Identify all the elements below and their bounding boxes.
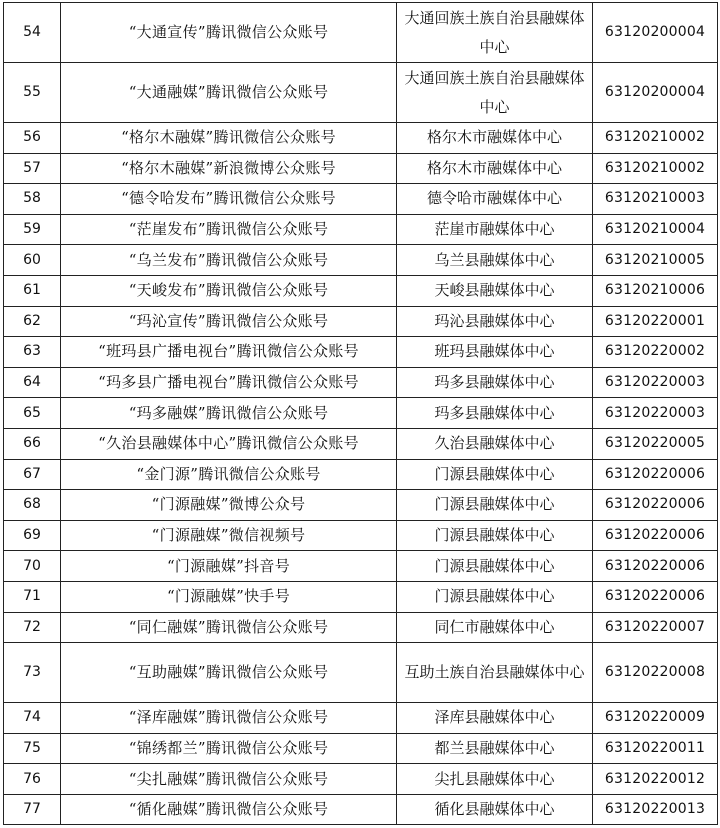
table-row [4, 520, 718, 551]
operating-unit-cell: 门源县融媒体中心 [397, 520, 593, 551]
operating-unit-cell: 德令哈市融媒体中心 [397, 184, 593, 215]
operating-unit-cell: 同仁市融媒体中心 [397, 612, 593, 643]
unit-code-cell: 63120220008 [593, 643, 718, 703]
row-number-cell: 75 [4, 733, 61, 764]
account-name-cell: “尖扎融媒”腾讯微信公众账号 [61, 764, 397, 795]
table-row [4, 306, 718, 337]
row-number-cell: 66 [4, 428, 61, 459]
operating-unit-cell: 茫崖市融媒体中心 [397, 214, 593, 245]
account-name-cell: “门源融媒”快手号 [61, 581, 397, 612]
unit-code-cell: 63120220009 [593, 703, 718, 734]
operating-unit-cell: 玛多县融媒体中心 [397, 367, 593, 398]
row-number-cell: 64 [4, 367, 61, 398]
table-row [4, 764, 718, 795]
unit-code-cell: 63120220006 [593, 581, 718, 612]
row-number-cell: 65 [4, 398, 61, 429]
unit-code-cell: 63120220003 [593, 367, 718, 398]
unit-code-cell: 63120210006 [593, 275, 718, 306]
account-name-cell: “大通融媒”腾讯微信公众账号 [61, 63, 397, 123]
table-row [4, 612, 718, 643]
table-row [4, 794, 718, 825]
unit-code-cell: 63120220007 [593, 612, 718, 643]
table-row [4, 490, 718, 521]
operating-unit-cell: 格尔木市融媒体中心 [397, 123, 593, 154]
operating-unit-cell: 门源县融媒体中心 [397, 459, 593, 490]
account-name-cell: “金门源”腾讯微信公众账号 [61, 459, 397, 490]
unit-code-cell: 63120220001 [593, 306, 718, 337]
account-name-cell: “同仁融媒”腾讯微信公众账号 [61, 612, 397, 643]
row-number-cell: 69 [4, 520, 61, 551]
table-row [4, 459, 718, 490]
row-number-cell: 56 [4, 123, 61, 154]
registry-table-body [4, 3, 718, 825]
row-number-cell: 76 [4, 764, 61, 795]
unit-code-cell: 63120210002 [593, 123, 718, 154]
row-number-cell: 55 [4, 63, 61, 123]
row-number-cell: 59 [4, 214, 61, 245]
unit-code-cell: 63120220003 [593, 398, 718, 429]
unit-code-cell: 63120220006 [593, 459, 718, 490]
account-name-cell: “乌兰发布”腾讯微信公众账号 [61, 245, 397, 276]
operating-unit-cell: 门源县融媒体中心 [397, 581, 593, 612]
table-row [4, 551, 718, 582]
table-row [4, 703, 718, 734]
row-number-cell: 74 [4, 703, 61, 734]
table-row [4, 3, 718, 63]
operating-unit-cell: 泽库县融媒体中心 [397, 703, 593, 734]
account-registry-table [3, 2, 718, 825]
account-name-cell: “茫崖发布”腾讯微信公众账号 [61, 214, 397, 245]
row-number-cell: 62 [4, 306, 61, 337]
account-name-cell: “大通宣传”腾讯微信公众账号 [61, 3, 397, 63]
account-name-cell: “格尔木融媒”新浪微博公众账号 [61, 153, 397, 184]
table-row [4, 123, 718, 154]
unit-code-cell: 63120220006 [593, 551, 718, 582]
account-name-cell: “玛沁宣传”腾讯微信公众账号 [61, 306, 397, 337]
row-number-cell: 72 [4, 612, 61, 643]
operating-unit-cell: 乌兰县融媒体中心 [397, 245, 593, 276]
table-row [4, 428, 718, 459]
row-number-cell: 68 [4, 490, 61, 521]
account-name-cell: “班玛县广播电视台”腾讯微信公众账号 [61, 337, 397, 368]
account-name-cell: “互助融媒”腾讯微信公众账号 [61, 643, 397, 703]
operating-unit-cell: 门源县融媒体中心 [397, 551, 593, 582]
table-row [4, 337, 718, 368]
operating-unit-cell: 天峻县融媒体中心 [397, 275, 593, 306]
account-name-cell: “玛多融媒”腾讯微信公众账号 [61, 398, 397, 429]
table-row [4, 214, 718, 245]
account-name-cell: “久治县融媒体中心”腾讯微信公众账号 [61, 428, 397, 459]
unit-code-cell: 63120220006 [593, 490, 718, 521]
unit-code-cell: 63120220005 [593, 428, 718, 459]
unit-code-cell: 63120220011 [593, 733, 718, 764]
account-name-cell: “泽库融媒”腾讯微信公众账号 [61, 703, 397, 734]
table-row [4, 733, 718, 764]
table-row [4, 643, 718, 703]
account-name-cell: “格尔木融媒”腾讯微信公众账号 [61, 123, 397, 154]
account-name-cell: “玛多县广播电视台”腾讯微信公众账号 [61, 367, 397, 398]
unit-code-cell: 63120210002 [593, 153, 718, 184]
unit-code-cell: 63120210005 [593, 245, 718, 276]
row-number-cell: 61 [4, 275, 61, 306]
operating-unit-cell: 玛多县融媒体中心 [397, 398, 593, 429]
unit-code-cell: 63120200004 [593, 63, 718, 123]
unit-code-cell: 63120220002 [593, 337, 718, 368]
operating-unit-cell: 格尔木市融媒体中心 [397, 153, 593, 184]
unit-code-cell: 63120220012 [593, 764, 718, 795]
row-number-cell: 70 [4, 551, 61, 582]
operating-unit-cell: 尖扎县融媒体中心 [397, 764, 593, 795]
operating-unit-cell: 循化县融媒体中心 [397, 794, 593, 825]
row-number-cell: 67 [4, 459, 61, 490]
unit-code-cell: 63120210004 [593, 214, 718, 245]
account-name-cell: “门源融媒”微信视频号 [61, 520, 397, 551]
table-row [4, 581, 718, 612]
operating-unit-cell: 大通回族土族自治县融媒体中心 [397, 63, 593, 123]
table-row [4, 184, 718, 215]
unit-code-cell: 63120200004 [593, 3, 718, 63]
table-row [4, 275, 718, 306]
account-name-cell: “门源融媒”微博公众号 [61, 490, 397, 521]
operating-unit-cell: 班玛县融媒体中心 [397, 337, 593, 368]
account-name-cell: “循化融媒”腾讯微信公众账号 [61, 794, 397, 825]
operating-unit-cell: 互助土族自治县融媒体中心 [397, 643, 593, 703]
row-number-cell: 77 [4, 794, 61, 825]
row-number-cell: 73 [4, 643, 61, 703]
unit-code-cell: 63120210003 [593, 184, 718, 215]
account-name-cell: “锦绣都兰”腾讯微信公众账号 [61, 733, 397, 764]
row-number-cell: 58 [4, 184, 61, 215]
account-name-cell: “天峻发布”腾讯微信公众账号 [61, 275, 397, 306]
operating-unit-cell: 都兰县融媒体中心 [397, 733, 593, 764]
operating-unit-cell: 久治县融媒体中心 [397, 428, 593, 459]
operating-unit-cell: 大通回族土族自治县融媒体中心 [397, 3, 593, 63]
row-number-cell: 63 [4, 337, 61, 368]
row-number-cell: 71 [4, 581, 61, 612]
account-name-cell: “德令哈发布”腾讯微信公众账号 [61, 184, 397, 215]
unit-code-cell: 63120220006 [593, 520, 718, 551]
table-row [4, 63, 718, 123]
row-number-cell: 57 [4, 153, 61, 184]
row-number-cell: 60 [4, 245, 61, 276]
table-row [4, 398, 718, 429]
table-row [4, 367, 718, 398]
row-number-cell: 54 [4, 3, 61, 63]
operating-unit-cell: 玛沁县融媒体中心 [397, 306, 593, 337]
table-row [4, 153, 718, 184]
table-row [4, 245, 718, 276]
operating-unit-cell: 门源县融媒体中心 [397, 490, 593, 521]
unit-code-cell: 63120220013 [593, 794, 718, 825]
account-name-cell: “门源融媒”抖音号 [61, 551, 397, 582]
